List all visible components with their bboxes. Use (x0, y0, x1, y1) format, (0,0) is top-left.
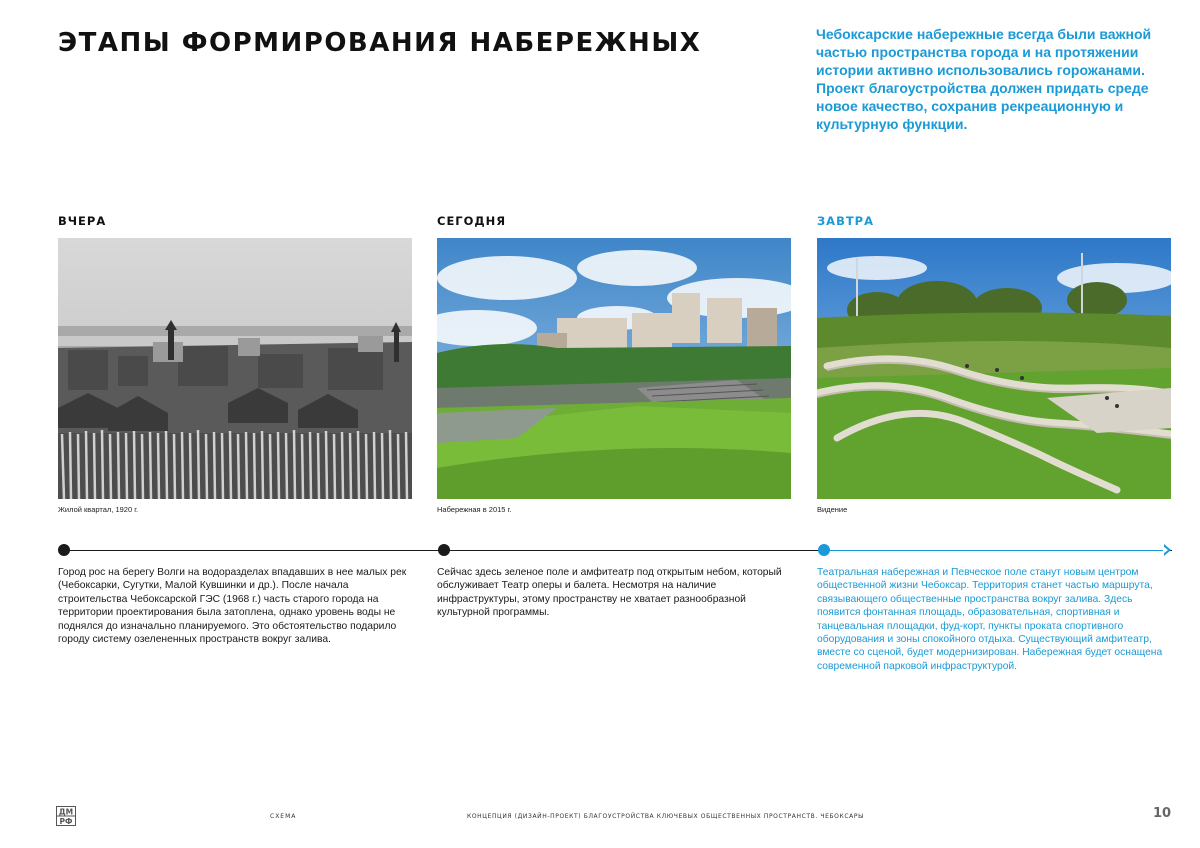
timeline-dot-today (438, 544, 450, 556)
stage-yesterday (58, 214, 412, 515)
photo-caption-yesterday: Жилой квартал, 1920 г. (58, 505, 139, 514)
photo-vision (817, 238, 1171, 499)
footer-document-title: КОНЦЕПЦИЯ (ДИЗАЙН-ПРОЕКТ) БЛАГОУСТРОЙСТВА КЛЮЧЕВЫХ ОБЩЕСТВЕННЫХ ПРОСТРАНСТВ. ЧЕБОКСАРЫ (467, 813, 864, 820)
photo-old-town-1920 (58, 238, 412, 499)
logo-top-text: ДМ (58, 807, 74, 817)
timeline-dot-tomorrow (818, 544, 830, 556)
stage-heading-today: СЕГОДНЯ (437, 214, 507, 228)
photo-embankment-2015 (437, 238, 791, 499)
stage-heading-tomorrow: ЗАВТРА (817, 214, 875, 228)
page-number: 10 (1153, 806, 1172, 821)
timeline-line-future (824, 550, 1168, 551)
logo (56, 806, 76, 831)
timeline-dot-yesterday (58, 544, 70, 556)
stage-today (437, 214, 791, 515)
page-title: ЭТАПЫ ФОРМИРОВАНИЯ НАБЕРЕЖНЫХ (58, 28, 702, 58)
stage-tomorrow (817, 214, 1171, 515)
footer-section-label: СХЕМА (270, 813, 297, 820)
photo-caption-today: Набережная в 2015 г. (437, 505, 512, 514)
stage-text-today: Сейчас здесь зеленое поле и амфитеатр под открытым небом, который обслуживает Театр оперы и балета. Несмотря на наличие инфраструктуры, этому пространству не хватает разнообразной культурной программы. (437, 567, 782, 619)
stage-text-tomorrow: Театральная набережная и Певческое поле станут новым центром общественной жизни Чебоксар. Территория станет частью маршрута, связывающего общественные пространства вокруг залива. Здесь появится фонтанная площадь, образовательная, спортивная и танцевальная площадки, фуд-корт, пункты проката спортивного оборудования и зоны спокойного отдыха. Существующий амфитеатр, вместе со сценой, будет модернизирован. Набережная будет оснащена современной парковой инфраструктурой. (817, 567, 1163, 672)
timeline-arrow-icon (1164, 544, 1171, 556)
logo-bottom-text: РФ (59, 817, 73, 826)
photo-caption-tomorrow: Видение (817, 505, 848, 514)
stage-text-yesterday: Город рос на берегу Волги на водоразделах впадавших в нее малых рек (Чебоксарки, Сугутки, Малой Кувшинки и др.). После начала строительства Чебоксарской ГЭС (1968 г.) часть старого города на территории проектирования была затоплена, однако уровень воды не поднялся до изначально планируемого. Это обстоятельство подарило городу систему озелененных пространств вокруг залива. (58, 567, 407, 646)
intro-text: Чебоксарские набережные всегда были важной частью пространства города и на протяжении истории активно использовались горожанами. Проект благоустройства должен придать среде новое качество, сохранив рекреационную и культурную функции. (816, 26, 1152, 132)
stage-heading-yesterday: ВЧЕРА (58, 214, 107, 228)
